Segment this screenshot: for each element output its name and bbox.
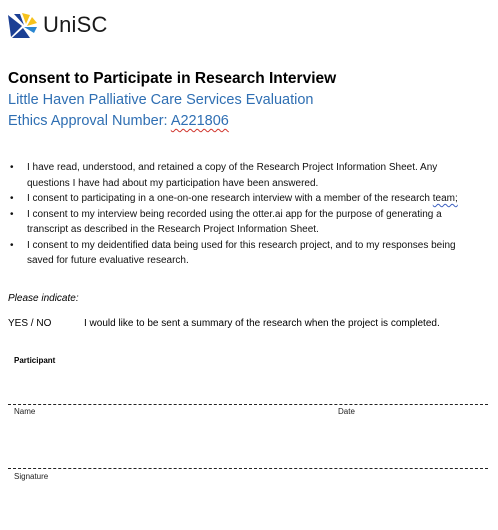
yes-no-choice[interactable]: YES / NO [8,318,52,329]
please-indicate-label: Please indicate: [8,293,79,304]
summary-request-text: I would like to be sent a summary of the research when the project is completed. [84,318,440,329]
page-title: Consent to Participate in Research Interview [8,70,337,87]
consent-statement: • I consent to my interview being recorded using the otter.ai app for the purpose of generating a transcript as described in the Research Project Information Sheet. [10,207,480,238]
project-subtitle: Little Haven Palliative Care Services Evaluation [8,92,314,108]
ethics-approval [8,113,229,129]
ethics-number: A221806 [170,113,229,129]
consent-statement: • I have read, understood, and retained a copy of the Research Project Information Sheet. Any questions I have had about my participation have been answered. [10,160,480,191]
signature-label: Signature [14,472,49,481]
name-date-line[interactable] [8,404,488,405]
consent-statement: • I consent to participating in a one-on-one research interview with a member of the research team; [10,191,480,207]
ethics-label: Ethics Approval Number: [8,113,171,129]
unisc-logo [8,13,158,39]
date-label: Date [338,407,355,416]
consent-statements [10,160,480,269]
name-label: Name [14,407,36,416]
consent-statement: • I consent to my deidentified data being used for this research project, and to my responses being saved for future evaluative research. [10,238,480,269]
logo-text: UniSC [43,12,108,37]
signature-line[interactable] [8,468,488,469]
unisc-sunburst-icon [8,13,38,39]
participant-heading: Participant [14,356,56,365]
